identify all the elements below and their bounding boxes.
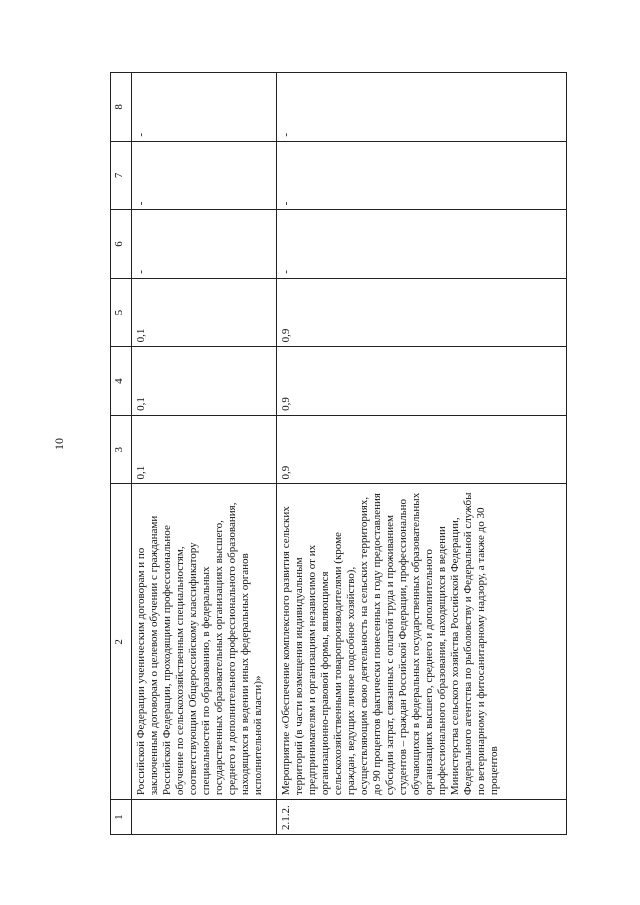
- row-number: [132, 800, 277, 835]
- header-row: [111, 73, 132, 835]
- table-row: [277, 73, 567, 835]
- rotated-table-container: [110, 72, 580, 835]
- column-header: 1: [111, 800, 132, 835]
- table-row: [132, 73, 277, 835]
- page-number: 10: [52, 438, 66, 450]
- row-description: Мероприятие «Обеспечение комплексного развития сельских территорий (в части возмещения индивидуальным предпринимателям и организациям независимо от их организационно-правовой формы, являющимся сельскохозяйственными товаропроизводителями (кроме граждан, ведущих личное подсобное хозяйство), осуществляющим свою деятельность на сельских территориях, до 90 процентов фактически понесенных в году предоставления субсидии затрат, связанных с оплатой труда и проживанием студентов – граждан Российской Федерации, профессионально обучающихся в федеральных государственных образовательных организациях высшего, среднего и дополнительного профессионального образования, находящихся в ведении Министерства сельского хозяйства Российской Федерации, Федерального агентства по рыболовству и Федеральной службы по ветеринарному и фитосанитарному надзору, а также до 30 процентов: [277, 484, 567, 800]
- value-cell: 0,1: [132, 415, 277, 484]
- column-header: 7: [111, 141, 132, 210]
- column-header: 2: [111, 484, 132, 800]
- value-cell: 0,9: [277, 347, 567, 416]
- column-header: 8: [111, 73, 132, 142]
- value-cell: 0,9: [277, 415, 567, 484]
- value-cell: -: [277, 141, 567, 210]
- value-cell: 0,9: [277, 278, 567, 347]
- column-header: 6: [111, 210, 132, 279]
- row-description: Российской Федерации ученическим договорам и по заключенным договорам о целевом обучении с гражданами Российской Федерации, проходящими профессиональное обучение по сельскохозяйственным специальностям, соответствующим Общероссийскому классификатору специальностей по образованию, в федеральных государственных образовательных организациях высшего, среднего и дополнительного профессионального образования, находящихся в ведении иных федеральных органов исполнительной власти)»: [132, 484, 277, 800]
- value-cell: -: [132, 141, 277, 210]
- value-cell: 0,1: [132, 278, 277, 347]
- value-cell: -: [277, 73, 567, 142]
- column-header: 3: [111, 415, 132, 484]
- column-header: 5: [111, 278, 132, 347]
- data-table: [110, 72, 567, 835]
- value-cell: -: [277, 210, 567, 279]
- value-cell: -: [132, 210, 277, 279]
- value-cell: -: [132, 73, 277, 142]
- column-header: 4: [111, 347, 132, 416]
- row-number: 2.1.2.: [277, 800, 567, 835]
- value-cell: 0,1: [132, 347, 277, 416]
